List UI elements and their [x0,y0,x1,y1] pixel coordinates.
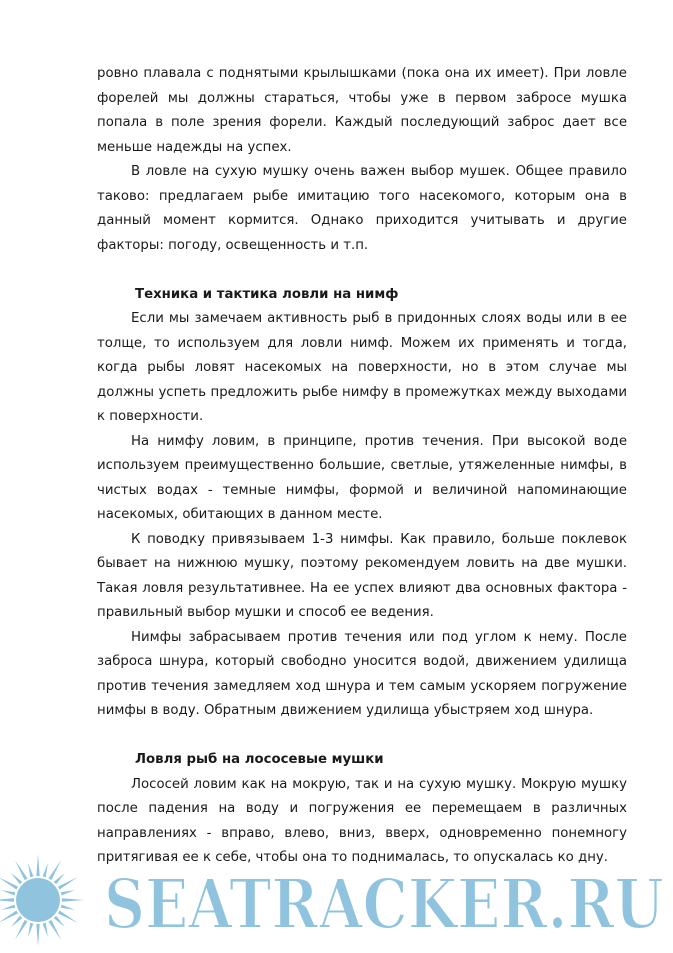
sun-ray [0,898,14,901]
sun-ray [0,911,18,924]
sun-ray [15,860,28,880]
document-page [97,62,627,871]
sun-ray [58,911,78,924]
section-heading: Ловля рыб на лососевые мушки [135,752,384,767]
sun-icon [0,854,84,946]
sun-ray [11,916,22,927]
sun-ray [1,890,15,895]
watermark-text: SEATRACKER.RU [104,865,664,945]
sun-ray [54,873,65,884]
paragraph: В ловле на сухую мушку очень важен выбор мушек. Общее правило таково: предлагаем рыбе имитацию того насекомого, которым она в данный момент кормится. Однако приходится учитывать и другие факторы: погоду, освещенность и т.п. [97,164,627,253]
paragraph: Лососей ловим как на мокрую, так и на сухую мушку. Мокрую мушку после падения на воду и погружения ее перемещаем в различных направлениях - вправо, влево, вниз, вверх, одновременно понемногу притягивая ее к себе, чтобы она то поднималась, то опускалась ко дну. [97,776,627,865]
sun-ray [61,905,75,910]
section-heading: Техника и тактика ловли на нимф [135,286,399,302]
sun-ray [11,873,22,884]
paragraph: На нимфу ловим, в принципе, против течения. При высокой воде используем преимущественно большие, светлые, утяжеленные нимфы, в чистых водах - темные нимфы, формой и величиной напоминающие насекомых, обитающих в данном месте. [97,433,627,522]
sun-ray [49,860,62,880]
paragraph: ровно плавала с поднятыми крылышками (пока она их имеет). При ловле форелей мы должны стараться, чтобы уже в первом забросе мушка попала в поле зрения форели. Каждый последующий заброс дает все меньше надежды на успех. [97,66,627,155]
sun-ray [58,877,78,890]
sun-ray [43,923,48,937]
sun-ray [43,863,48,877]
paragraph: Если мы замечаем активность рыб в придонных слоях воды или в ее толще, то используем для ловли нимф. Можем их применять и тогда, когда рыбы ловят насекомых на поверхности, но в этом случае мы должны успеть предложить рыбе нимфу в промежутках между выходами к поверхности. [97,311,627,424]
sun-ray [36,924,39,946]
sun-ray [0,877,18,890]
paragraph: Нимфы забрасываем против течения или под углом к нему. После заброса шнура, который свободно уносится водой, движением удилища против течения замедляем ход шнура и тем самым ускоряем погружение нимфы в воду. Обратным движением удилища убыстряем ход шнура. [97,629,627,718]
sun-ray [15,920,28,940]
sun-ray [36,854,39,876]
sun-ray [49,920,62,940]
sun-ray [62,898,84,901]
paragraph: К поводку привязываем 1-3 нимфы. Как правило, больше поклевок бывает на нижнюю мушку, поэтому рекомендуем ловить на две мушки. Такая ловля результативнее. На ее успех влияют два основных фактора - правильный выбор мушки и способ ее ведения. [97,531,627,620]
sun-ray [28,923,33,937]
watermark-logo [0,850,673,953]
sun-ray [1,905,15,910]
sun-ray [54,916,65,927]
sun-ray [61,890,75,895]
sun-ray [28,863,33,877]
